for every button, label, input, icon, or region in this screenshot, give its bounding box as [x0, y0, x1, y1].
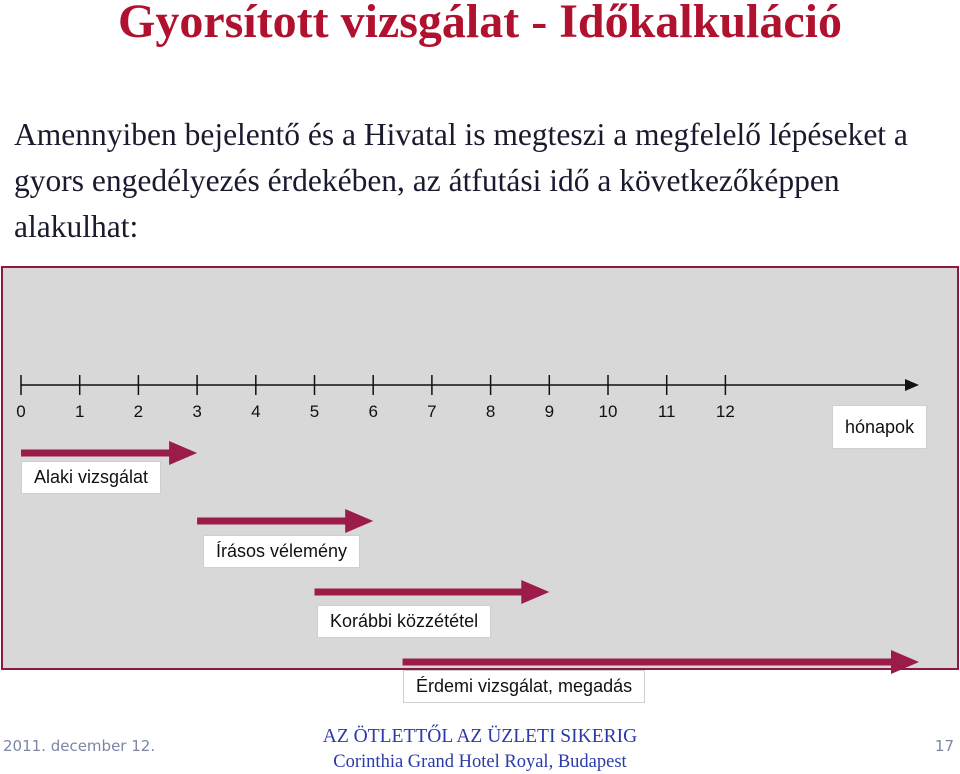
axis-tick-label: 6	[368, 402, 378, 421]
timeline-axis-arrowhead	[905, 379, 919, 391]
footer-event-title: AZ ÖTLETTŐL AZ ÜZLETI SIKERIG	[322, 726, 638, 747]
axis-tick-label: 0	[16, 402, 26, 421]
phase-label-irasos-velemeny: Írásos vélemény	[203, 535, 360, 568]
axis-tick-label: 12	[715, 402, 735, 421]
footer-date: 2011. december 12.	[3, 737, 156, 755]
footer-event-venue: Corinthia Grand Hotel Royal, Budapest	[333, 752, 627, 772]
intro-paragraph: Amennyiben bejelentő és a Hivatal is megteszi a megfelelő lépéseket a gyors engedélyezés érdekében, az átfutási idő a következőképpen alakulhat:	[14, 117, 908, 244]
phase-arrow-head	[521, 580, 549, 604]
phase-label-erdemi-vizsgalat: Érdemi vizsgálat, megadás	[403, 670, 645, 703]
phase-arrow-head	[345, 509, 373, 533]
phase-arrow-head	[891, 650, 919, 674]
axis-tick-label: 3	[192, 402, 202, 421]
footer-event	[323, 724, 637, 774]
phase-arrow-head	[169, 441, 197, 465]
phase-arrow-shaft	[315, 589, 524, 596]
phase-arrow	[315, 580, 550, 604]
page-number: 17	[934, 737, 954, 755]
phase-arrow-shaft	[21, 450, 171, 457]
phase-arrow	[197, 509, 373, 533]
phase-label-korabbi-kozzetetel: Korábbi közzététel	[317, 605, 491, 638]
axis-tick-label: 8	[485, 402, 496, 421]
axis-tick-label: 2	[133, 402, 144, 421]
axis-tick-label: 9	[544, 402, 555, 421]
axis-tick-label: 11	[657, 402, 676, 421]
axis-tick-label: 5	[309, 402, 320, 421]
axis-tick-label: 4	[251, 402, 261, 421]
axis-unit-label: hónapok	[832, 405, 927, 449]
phase-arrow-shaft	[403, 659, 893, 666]
axis-tick-label: 10	[598, 402, 618, 421]
slide-title: Gyorsított vizsgálat - Időkalkuláció	[117, 0, 842, 48]
axis-tick-label: 1	[74, 402, 85, 421]
axis-tick-label: 7	[427, 402, 437, 421]
phase-arrow-shaft	[197, 518, 347, 525]
phase-label-alaki-vizsgalat: Alaki vizsgálat	[21, 461, 161, 494]
